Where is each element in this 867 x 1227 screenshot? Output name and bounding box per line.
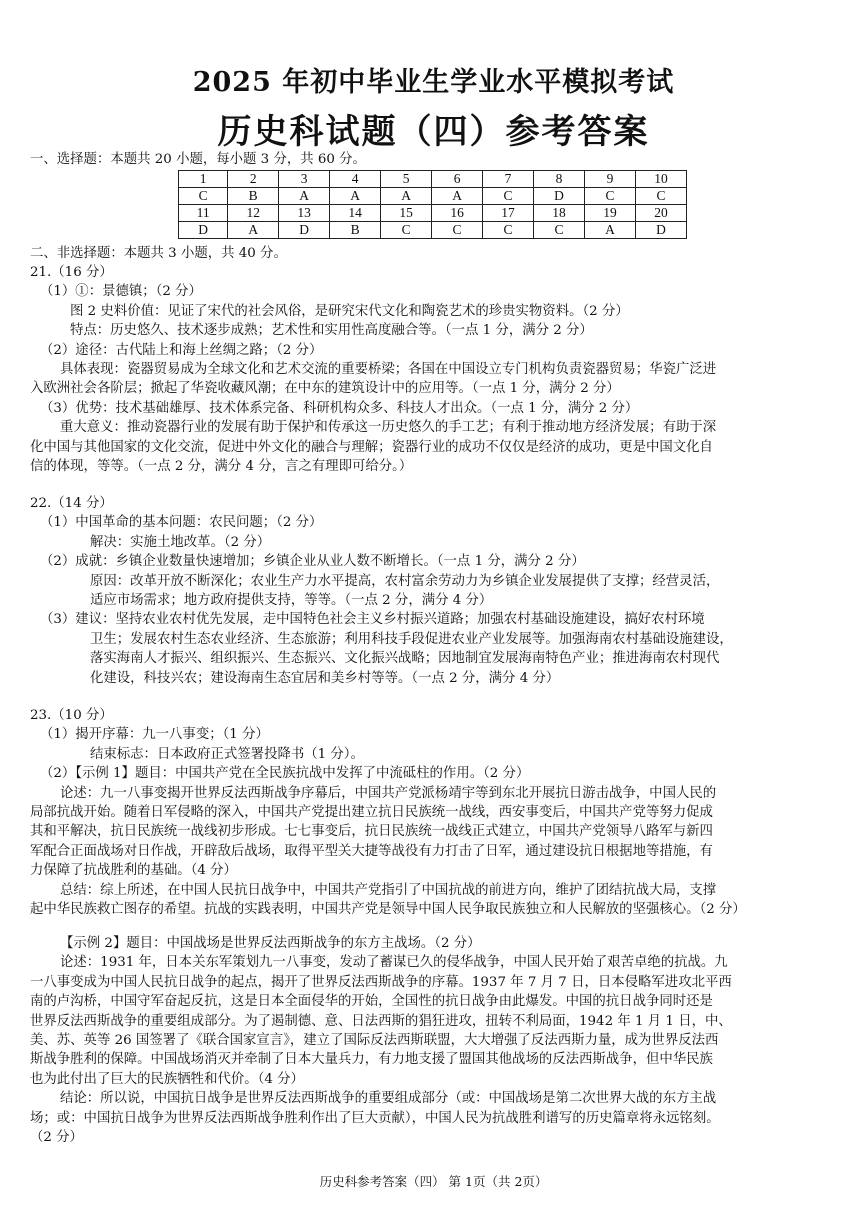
- q22-line: 落实海南人才振兴、组织振兴、生态振兴、文化振兴战略；因地制宜发展海南特色产业；推进海南农村现代: [90, 651, 720, 667]
- answer-cell: C: [584, 188, 635, 205]
- q22-line: 化建设，科技兴农；建设海南生态宜居和美乡村等等。（一点 2 分，满分 4 分）: [90, 670, 560, 686]
- answer-cell: D: [179, 222, 228, 239]
- question-number-cell: 18: [534, 205, 585, 222]
- question-number-cell: 7: [483, 171, 534, 188]
- question-number-cell: 4: [330, 171, 381, 188]
- question-number-cell: 13: [279, 205, 330, 222]
- question-number-cell: 12: [228, 205, 279, 222]
- q23-line: 也为此付出了巨大的民族牺牲和代价。（4 分）: [30, 1071, 304, 1087]
- q23-line: 局部抗战开始。随着日军侵略的深入，中国共产党提出建立抗日民族统一战线，西安事变后，中国共产党等努力促成: [30, 805, 713, 821]
- q21-line: 信的体现，等等。（一点 2 分，满分 4 分，言之有理即可给分。）: [30, 459, 413, 475]
- q22-line: （2）成就：乡镇企业数量快速增加；乡镇企业从业人数不断增长。（一点 1 分，满分 2 分）: [40, 554, 585, 570]
- q22-line: 适应市场需求；地方政府提供支持，等等。（一点 2 分，满分 4 分）: [90, 593, 493, 609]
- question-23-example-2: [30, 934, 830, 1147]
- answer-cell: A: [381, 188, 432, 205]
- question-number-cell: 14: [330, 205, 381, 222]
- question-number-cell: 17: [483, 205, 534, 222]
- answer-cell: D: [635, 222, 686, 239]
- answer-cell: A: [330, 188, 381, 205]
- answer-cell: B: [330, 222, 381, 239]
- question-number-cell: 20: [635, 205, 686, 222]
- question-number-cell: 15: [381, 205, 432, 222]
- q23-line: 总结：综上所述，在中国人民抗日战争中，中国共产党指引了中国抗战的前进方向，维护了团结抗战大局，支撑: [60, 882, 717, 898]
- q23-line: 军配合正面战场对日作战，开辟敌后战场，取得平型关大捷等战役有力打击了日军，通过建设抗日根据地等措施，有: [30, 843, 713, 859]
- exam-title: 2025 年初中毕业生学业水平模拟考试: [192, 67, 675, 98]
- q23-line: 结论：所以说，中国抗日战争是世界反法西斯战争的重要组成部分（或：中国战场是第二次世界大战的东方主战: [60, 1091, 717, 1107]
- question-number-cell: 10: [635, 171, 686, 188]
- multiple-choice-answer-table: [178, 170, 687, 239]
- answer-cell: D: [534, 188, 585, 205]
- q21-line: 具体表现：瓷器贸易成为全球文化和艺术交流的重要桥梁；各国在中国设立专门机构负责瓷器贸易；华瓷广泛进: [60, 362, 717, 378]
- answer-cell: D: [279, 222, 330, 239]
- q22-line: 解决：实施土地改革。（2 分）: [90, 534, 271, 550]
- question-number-cell: 19: [584, 205, 635, 222]
- q21-line: 特点：历史悠久、技术逐步成熟；艺术性和实用性高度融合等。（一点 1 分，满分 2 分）: [70, 323, 593, 339]
- q23-line: 其和平解决，抗日民族统一战线初步形成。七七事变后，抗日民族统一战线正式建立，中国共产党领导八路军与新四: [30, 824, 713, 840]
- q21-heading: 21.（16 分）: [30, 265, 113, 280]
- section-2: [30, 244, 830, 263]
- q23-line: （1）揭开序幕：九一八事变；（1 分）: [40, 727, 269, 743]
- question-21: [30, 263, 830, 476]
- question-number-cell: 3: [279, 171, 330, 188]
- q23-line: （2）【示例 1】题目：中国共产党在全民族抗战中发挥了中流砥柱的作用。（2 分）: [40, 766, 530, 782]
- question-number-cell: 5: [381, 171, 432, 188]
- question-number-cell: 9: [584, 171, 635, 188]
- q23-line: 论述：九一八事变揭开世界反法西斯战争序幕后，中国共产党派杨靖宇等到东北开展抗日游击战争，中国人民的: [60, 785, 717, 801]
- question-number-cell: 6: [432, 171, 483, 188]
- q21-line: 化中国与其他国家的文化交流，促进中外文化的融合与理解；瓷器行业的成功不仅仅是经济的成功，更是中国文化自: [30, 439, 713, 455]
- answer-cell: B: [228, 188, 279, 205]
- q23-line: 力保障了抗战胜利的基础。（4 分）: [30, 863, 237, 879]
- answer-row: [179, 222, 687, 239]
- q23-line: （2 分）: [30, 1130, 83, 1146]
- section-1: [30, 150, 830, 169]
- q23-line: 场；或：中国抗日战争为世界反法西斯战争胜利作出了巨大贡献），中国人民为抗战胜利谱写的历史篇章将永远铭刻。: [30, 1110, 720, 1126]
- question-number-cell: 8: [534, 171, 585, 188]
- answer-cell: C: [432, 222, 483, 239]
- q23-line: 论述：1931 年，日本关东军策划九一八事变，发动了蓄谋已久的侵华战争，中国人民开始了艰苦卓绝的抗战。九: [60, 955, 728, 971]
- answer-cell: A: [279, 188, 330, 205]
- q22-line: 原因：改革开放不断深化；农业生产力水平提高，农村富余劳动力为乡镇企业发展提供了支撑；经营灵活，: [90, 573, 720, 589]
- q21-line: （1）①：景德镇；（2 分）: [40, 284, 202, 300]
- q23-line: 斯战争胜利的保障。中国战场消灭并牵制了日本大量兵力，有力地支援了盟国其他战场的反法西斯战争，但中华民族: [30, 1052, 713, 1068]
- page-footer: 历史科参考答案（四） 第 1页（共 2页）: [319, 1174, 548, 1189]
- q21-line: （2）途径：古代陆上和海上丝绸之路；（2 分）: [40, 342, 323, 358]
- q22-line: （1）中国革命的基本问题：农民问题；（2 分）: [40, 515, 323, 531]
- answer-cell: A: [432, 188, 483, 205]
- answer-key-title: 历史科试题（四）参考答案: [217, 112, 650, 152]
- question-number-cell: 11: [179, 205, 228, 222]
- q21-line: 入欧洲社会各阶层；掀起了华瓷收藏风潮；在中东的建筑设计中的应用等。（一点 1 分，满分 2 分）: [30, 381, 620, 397]
- answer-cell: C: [534, 222, 585, 239]
- question-22: [30, 494, 830, 688]
- answer-cell: A: [228, 222, 279, 239]
- q22-heading: 22.（14 分）: [30, 496, 113, 511]
- answer-cell: C: [483, 222, 534, 239]
- question-number-row: [179, 171, 687, 188]
- q23-heading: 23.（10 分）: [30, 708, 113, 723]
- q22-line: （3）建议：坚持农业农村优先发展，走中国特色社会主义乡村振兴道路；加强农村基础设施建设，搞好农村环境: [40, 612, 705, 628]
- q21-line: 图 2 史料价值：见证了宋代的社会风俗，是研究宋代文化和陶瓷艺术的珍贵实物资料。（2 分）: [70, 303, 629, 319]
- q23-example-2-heading: 【示例 2】题目：中国战场是世界反法西斯战争的东方主战场。（2 分）: [60, 936, 481, 951]
- answer-cell: C: [179, 188, 228, 205]
- answer-cell: C: [381, 222, 432, 239]
- q22-line: 卫生；发展农村生态农业经济、生态旅游；利用科技手段促进农业产业发展等。加强海南农村基础设施建设，: [90, 631, 733, 647]
- q23-line: 美、苏、英等 26 国签署了《联合国家宣言》，建立了国际反法西斯联盟，大大增强了反法西斯力量，成为世界反法西: [30, 1033, 719, 1049]
- section-2-heading: 二、非选择题：本题共 3 小题，共 40 分。: [30, 246, 287, 261]
- answer-cell: C: [635, 188, 686, 205]
- answer-cell: C: [483, 188, 534, 205]
- question-23: [30, 706, 830, 919]
- q23-line: 一八事变成为中国人民抗日战争的起点，揭开了世界反法西斯战争的序幕。1937 年 7 月 7 日，日本侵略军进攻北平西: [30, 974, 732, 990]
- q23-line: 世界反法西斯战争的重要组成部分。为了遏制德、意、日法西斯的猖狂进攻，扭转不利局面，1942 年 1 月 1 日，中、: [30, 1013, 732, 1029]
- question-number-cell: 2: [228, 171, 279, 188]
- q21-line: 重大意义：推动瓷器行业的发展有助于保护和传承这一历史悠久的手工艺；有利于推动地方经济发展；有助于深: [60, 420, 717, 436]
- section-1-heading: 一、选择题：本题共 20 小题，每小题 3 分，共 60 分。: [30, 152, 366, 167]
- q23-line: 起中华民族救亡图存的希望。抗战的实践表明，中国共产党是领导中国人民争取民族独立和人民解放的坚强核心。（2 分）: [30, 902, 746, 918]
- answer-cell: A: [584, 222, 635, 239]
- question-number-row: [179, 205, 687, 222]
- question-number-cell: 16: [432, 205, 483, 222]
- q23-line: 结束标志：日本政府正式签署投降书（1 分）。: [90, 746, 364, 762]
- q23-line: 南的卢沟桥，中国守军奋起反抗，这是日本全面侵华的开始，全国性的抗日战争由此爆发。中国的抗日战争同时还是: [30, 994, 713, 1010]
- question-number-cell: 1: [179, 171, 228, 188]
- answer-row: [179, 188, 687, 205]
- q21-line: （3）优势：技术基础雄厚、技术体系完备、科研机构众多、科技人才出众。（一点 1 分，满分 2 分）: [40, 400, 639, 416]
